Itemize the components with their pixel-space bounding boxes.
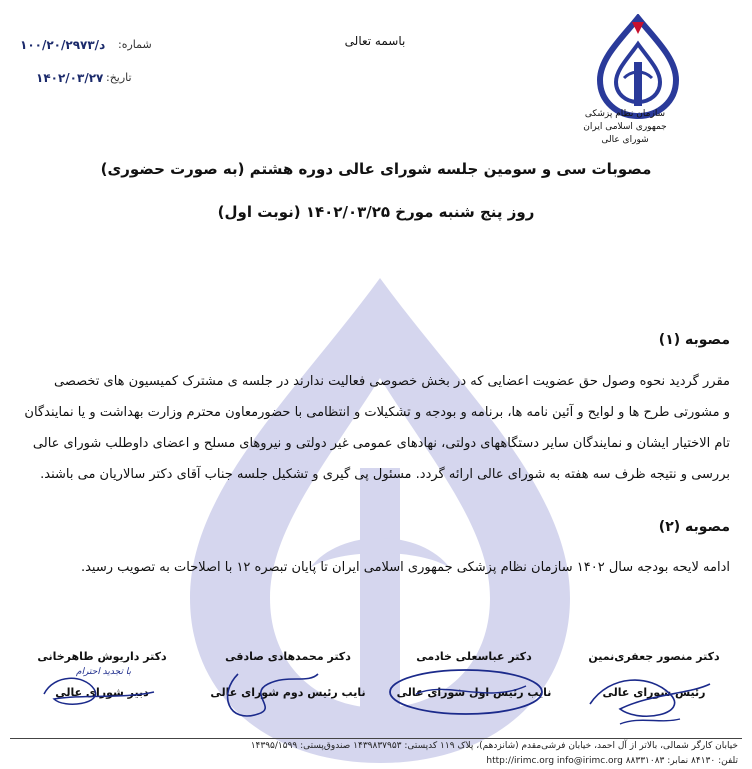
number-label: شماره:: [118, 38, 152, 51]
regards-note: با تجدید احترام: [76, 667, 132, 677]
signatory-title: رئیس شورای عالی: [602, 686, 706, 699]
date-label: تاریخ:: [106, 71, 132, 84]
signatory-name: دکتر منصور جعفری‌نمین: [588, 650, 720, 663]
resolution-1-line: مقرر گردید نحوه وصول حق عضویت اعضایی که در بخش خصوصی فعالیت ندارند در جلسه ی مشترک کمیسیون های تخصصی: [54, 374, 730, 389]
organization-name-line2: شورای عالی: [601, 135, 649, 145]
signature-president: [580, 664, 720, 734]
footer-contact: تلفن: ۸۴۱۳۰ نمابر: ۸۸۳۳۱۰۸۳ http://irimc.org info@irimc.org: [486, 756, 738, 766]
resolution-1-heading: مصوبه (۱): [658, 332, 730, 348]
date-value: ۱۴۰۲/۰۳/۲۷: [36, 71, 104, 85]
signatory-title: نایب رئیس دوم شورای عالی: [210, 686, 366, 699]
footer-address: خیابان کارگر شمالی، بالاتر از آل احمد، خیابان فرشی‌مقدم (شانزدهم)، پلاک ۱۱۹ کدپستی: ۱۴۳۹۸۳۷۹۵۳ صندوق‌پستی: ۱۴۳۹۵/۱۵۹۹: [250, 741, 738, 751]
bismillah: باسمه تعالی: [344, 34, 406, 48]
number-value: ۱۰۰/۲۰/۲۹۷۳/د: [20, 38, 106, 52]
document-title: مصوبات سی و سومین جلسه شورای عالی دوره هشتم (به صورت حضوری): [100, 160, 652, 178]
resolution-2-line: ادامه لایحه بودجه سال ۱۴۰۲ سازمان نظام پزشکی جمهوری اسلامی ایران تا پایان تبصره ۱۲ با اصلاحات به تصویب رسید.: [80, 560, 730, 575]
signatory-name: دکتر داریوش طاهرخانی: [37, 650, 167, 663]
signatory-name: دکتر عباسعلی خادمی: [416, 650, 532, 663]
resolution-1-line: بررسی و نتیجه ظرف سه هفته به شورای عالی ارائه گردد. مسئول پی گیری و تشکیل جلسه جناب آقای دکتر سالاریان می باشند.: [40, 467, 730, 482]
resolution-1-body: [18, 366, 730, 490]
signatory-name: دکتر محمدهادی صادقی: [225, 650, 351, 663]
resolution-2-body: [18, 552, 730, 583]
resolution-1-line: تام الاختیار ایشان و نمایندگان سایر دستگاههای دولتی، نهادهای عمومی غیر دولتی و نیروهای مسلح و اعضای داوطلب شورای عالی: [32, 436, 730, 451]
footer-divider: [10, 738, 742, 739]
signatory-title: دبیر شورای عالی: [55, 686, 149, 699]
meeting-date-title: روز پنج شنبه مورخ ۱۴۰۲/۰۳/۲۵ (نوبت اول): [217, 203, 535, 221]
organization-name: [570, 108, 680, 147]
signatory-title: نایب رئیس اول شورای عالی: [396, 686, 552, 699]
organization-name-line1: سازمان نظام پزشکی جمهوری اسلامی ایران: [583, 109, 667, 132]
resolution-2-heading: مصوبه (۲): [658, 519, 730, 535]
resolution-1-line: و مشورتی طرح ها و لوایح و آئین نامه ها، برنامه و بودجه و تشکیلات و انتظامی با حضورمعاون محترم وزارت بهداشت و یا نمایندگان: [24, 405, 730, 420]
